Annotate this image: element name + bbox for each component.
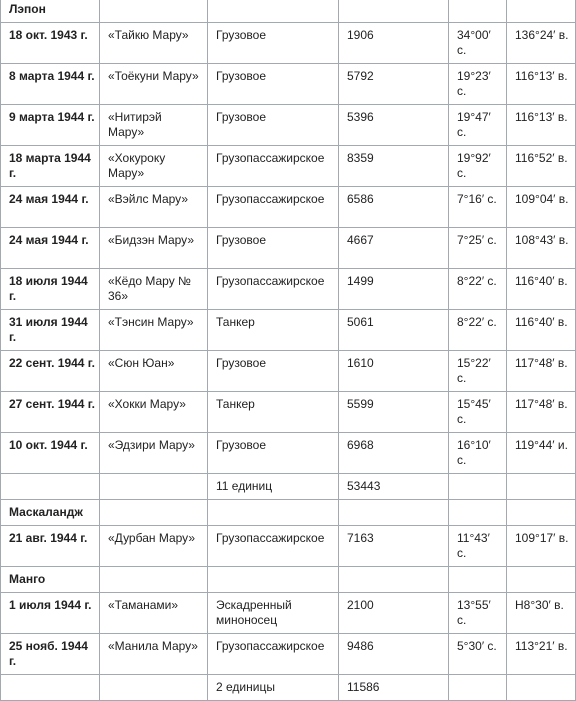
ship-name-cell: «Эдзири Мару» xyxy=(100,433,208,474)
table-row xyxy=(1,23,576,64)
table-row xyxy=(1,634,576,675)
ship-name-cell: «Нитирэй Мару» xyxy=(100,105,208,146)
tonnage-cell: 4667 xyxy=(339,228,449,269)
tonnage-cell: 5792 xyxy=(339,64,449,105)
ship-type-cell: Грузопассажирское xyxy=(208,146,339,187)
date-cell: 25 нояб. 1944 г. xyxy=(1,634,100,675)
date-cell: 22 сент. 1944 г. xyxy=(1,351,100,392)
empty-cell xyxy=(100,474,208,500)
longitude-cell: 113°21′ в. xyxy=(507,634,576,675)
empty-cell xyxy=(100,675,208,701)
date-cell: 31 июля 1944 г. xyxy=(1,310,100,351)
longitude-cell: 116°52′ в. xyxy=(507,146,576,187)
empty-cell xyxy=(449,474,507,500)
ship-name-cell: «Тайкю Мару» xyxy=(100,23,208,64)
ship-name-cell: «Вэйлс Мару» xyxy=(100,187,208,228)
latitude-cell: 7°25′ с. xyxy=(449,228,507,269)
ship-type-cell: Грузовое xyxy=(208,351,339,392)
empty-cell xyxy=(339,0,449,23)
date-cell: 10 окт. 1944 г. xyxy=(1,433,100,474)
ship-name-cell: «Тоёкуни Мару» xyxy=(100,64,208,105)
tonnage-cell: 8359 xyxy=(339,146,449,187)
table-row xyxy=(1,526,576,567)
tonnage-cell: 5396 xyxy=(339,105,449,146)
date-cell: 9 марта 1944 г. xyxy=(1,105,100,146)
ship-type-cell: Грузовое xyxy=(208,23,339,64)
tonnage-cell: 9486 xyxy=(339,634,449,675)
date-cell: 18 марта 1944 г. xyxy=(1,146,100,187)
ship-type-cell: Грузопассажирское xyxy=(208,269,339,310)
section-title: Лэпон xyxy=(1,0,100,23)
latitude-cell: 16°10′ с. xyxy=(449,433,507,474)
total-row xyxy=(1,675,576,701)
longitude-cell: Н8°30′ в. xyxy=(507,593,576,634)
total-tonnage-cell: 11586 xyxy=(339,675,449,701)
longitude-cell: 116°13′ в. xyxy=(507,64,576,105)
ship-name-cell: «Хокки Мару» xyxy=(100,392,208,433)
empty-cell xyxy=(100,567,208,593)
table-row xyxy=(1,593,576,634)
table-row xyxy=(1,187,576,228)
latitude-cell: 19°47′ с. xyxy=(449,105,507,146)
ship-type-cell: Грузопассажирское xyxy=(208,526,339,567)
table-row xyxy=(1,392,576,433)
empty-cell xyxy=(507,675,576,701)
latitude-cell: 7°16′ с. xyxy=(449,187,507,228)
ship-type-cell: Грузовое xyxy=(208,228,339,269)
ship-name-cell: «Бидзэн Мару» xyxy=(100,228,208,269)
longitude-cell: 116°40′ в. xyxy=(507,269,576,310)
latitude-cell: 5°30′ с. xyxy=(449,634,507,675)
latitude-cell: 15°45′ с. xyxy=(449,392,507,433)
empty-cell xyxy=(507,474,576,500)
table-row xyxy=(1,146,576,187)
latitude-cell: 19°92′ с. xyxy=(449,146,507,187)
tonnage-cell: 1906 xyxy=(339,23,449,64)
latitude-cell: 8°22′ с. xyxy=(449,269,507,310)
empty-cell xyxy=(339,567,449,593)
empty-cell xyxy=(507,500,576,526)
latitude-cell: 13°55′ с. xyxy=(449,593,507,634)
empty-cell xyxy=(449,0,507,23)
tonnage-cell: 6968 xyxy=(339,433,449,474)
table-row xyxy=(1,433,576,474)
empty-cell xyxy=(1,474,100,500)
ship-type-cell: Танкер xyxy=(208,310,339,351)
total-row xyxy=(1,474,576,500)
empty-cell xyxy=(449,500,507,526)
longitude-cell: 119°44′ и. xyxy=(507,433,576,474)
tonnage-cell: 5599 xyxy=(339,392,449,433)
latitude-cell: 34°00′ с. xyxy=(449,23,507,64)
latitude-cell: 19°23′ с. xyxy=(449,64,507,105)
date-cell: 1 июля 1944 г. xyxy=(1,593,100,634)
empty-cell xyxy=(208,567,339,593)
tonnage-cell: 2100 xyxy=(339,593,449,634)
empty-cell xyxy=(507,567,576,593)
date-cell: 24 мая 1944 г. xyxy=(1,187,100,228)
table-row xyxy=(1,105,576,146)
ship-type-cell: Грузовое xyxy=(208,433,339,474)
longitude-cell: 108°43′ в. xyxy=(507,228,576,269)
tonnage-cell: 7163 xyxy=(339,526,449,567)
tonnage-cell: 6586 xyxy=(339,187,449,228)
table-row xyxy=(1,64,576,105)
longitude-cell: 136°24′ в. xyxy=(507,23,576,64)
ship-type-cell: Грузопассажирское xyxy=(208,634,339,675)
date-cell: 27 сент. 1944 г. xyxy=(1,392,100,433)
longitude-cell: 117°48′ в. xyxy=(507,351,576,392)
ship-type-cell: Танкер xyxy=(208,392,339,433)
section-header-row xyxy=(1,567,576,593)
tonnage-cell: 5061 xyxy=(339,310,449,351)
section-header-row xyxy=(1,500,576,526)
total-units-cell: 11 единиц xyxy=(208,474,339,500)
section-title: Манго xyxy=(1,567,100,593)
empty-cell xyxy=(449,567,507,593)
empty-cell xyxy=(339,500,449,526)
total-tonnage-cell: 53443 xyxy=(339,474,449,500)
ship-name-cell: «Тэнсин Мару» xyxy=(100,310,208,351)
empty-cell xyxy=(1,675,100,701)
latitude-cell: 15°22′ с. xyxy=(449,351,507,392)
table-body xyxy=(1,0,576,701)
ship-type-cell: Грузовое xyxy=(208,105,339,146)
longitude-cell: 116°13′ в. xyxy=(507,105,576,146)
latitude-cell: 11°43′ с. xyxy=(449,526,507,567)
ship-name-cell: «Манила Мару» xyxy=(100,634,208,675)
ship-name-cell: «Дурбан Мару» xyxy=(100,526,208,567)
longitude-cell: 109°04′ в. xyxy=(507,187,576,228)
ship-name-cell: «Кёдо Мару № 36» xyxy=(100,269,208,310)
longitude-cell: 109°17′ в. xyxy=(507,526,576,567)
date-cell: 18 окт. 1943 г. xyxy=(1,23,100,64)
ship-name-cell: «Таманами» xyxy=(100,593,208,634)
section-title: Маскаландж xyxy=(1,500,100,526)
empty-cell xyxy=(100,0,208,23)
date-cell: 21 авг. 1944 г. xyxy=(1,526,100,567)
ship-type-cell: Грузовое xyxy=(208,64,339,105)
latitude-cell: 8°22′ с. xyxy=(449,310,507,351)
table-row xyxy=(1,269,576,310)
date-cell: 8 марта 1944 г. xyxy=(1,64,100,105)
empty-cell xyxy=(449,675,507,701)
longitude-cell: 117°48′ в. xyxy=(507,392,576,433)
total-units-cell: 2 единицы xyxy=(208,675,339,701)
empty-cell xyxy=(208,500,339,526)
ship-name-cell: «Сюн Юан» xyxy=(100,351,208,392)
table-row xyxy=(1,351,576,392)
empty-cell xyxy=(208,0,339,23)
ship-name-cell: «Хокуроку Мару» xyxy=(100,146,208,187)
table-row xyxy=(1,228,576,269)
empty-cell xyxy=(507,0,576,23)
date-cell: 18 июля 1944 г. xyxy=(1,269,100,310)
ship-type-cell: Эскадренный миноносец xyxy=(208,593,339,634)
table-row xyxy=(1,310,576,351)
empty-cell xyxy=(100,500,208,526)
tonnage-cell: 1610 xyxy=(339,351,449,392)
longitude-cell: 116°40′ в. xyxy=(507,310,576,351)
date-cell: 24 мая 1944 г. xyxy=(1,228,100,269)
ship-type-cell: Грузопассажирское xyxy=(208,187,339,228)
section-header-row xyxy=(1,0,576,23)
tonnage-cell: 1499 xyxy=(339,269,449,310)
